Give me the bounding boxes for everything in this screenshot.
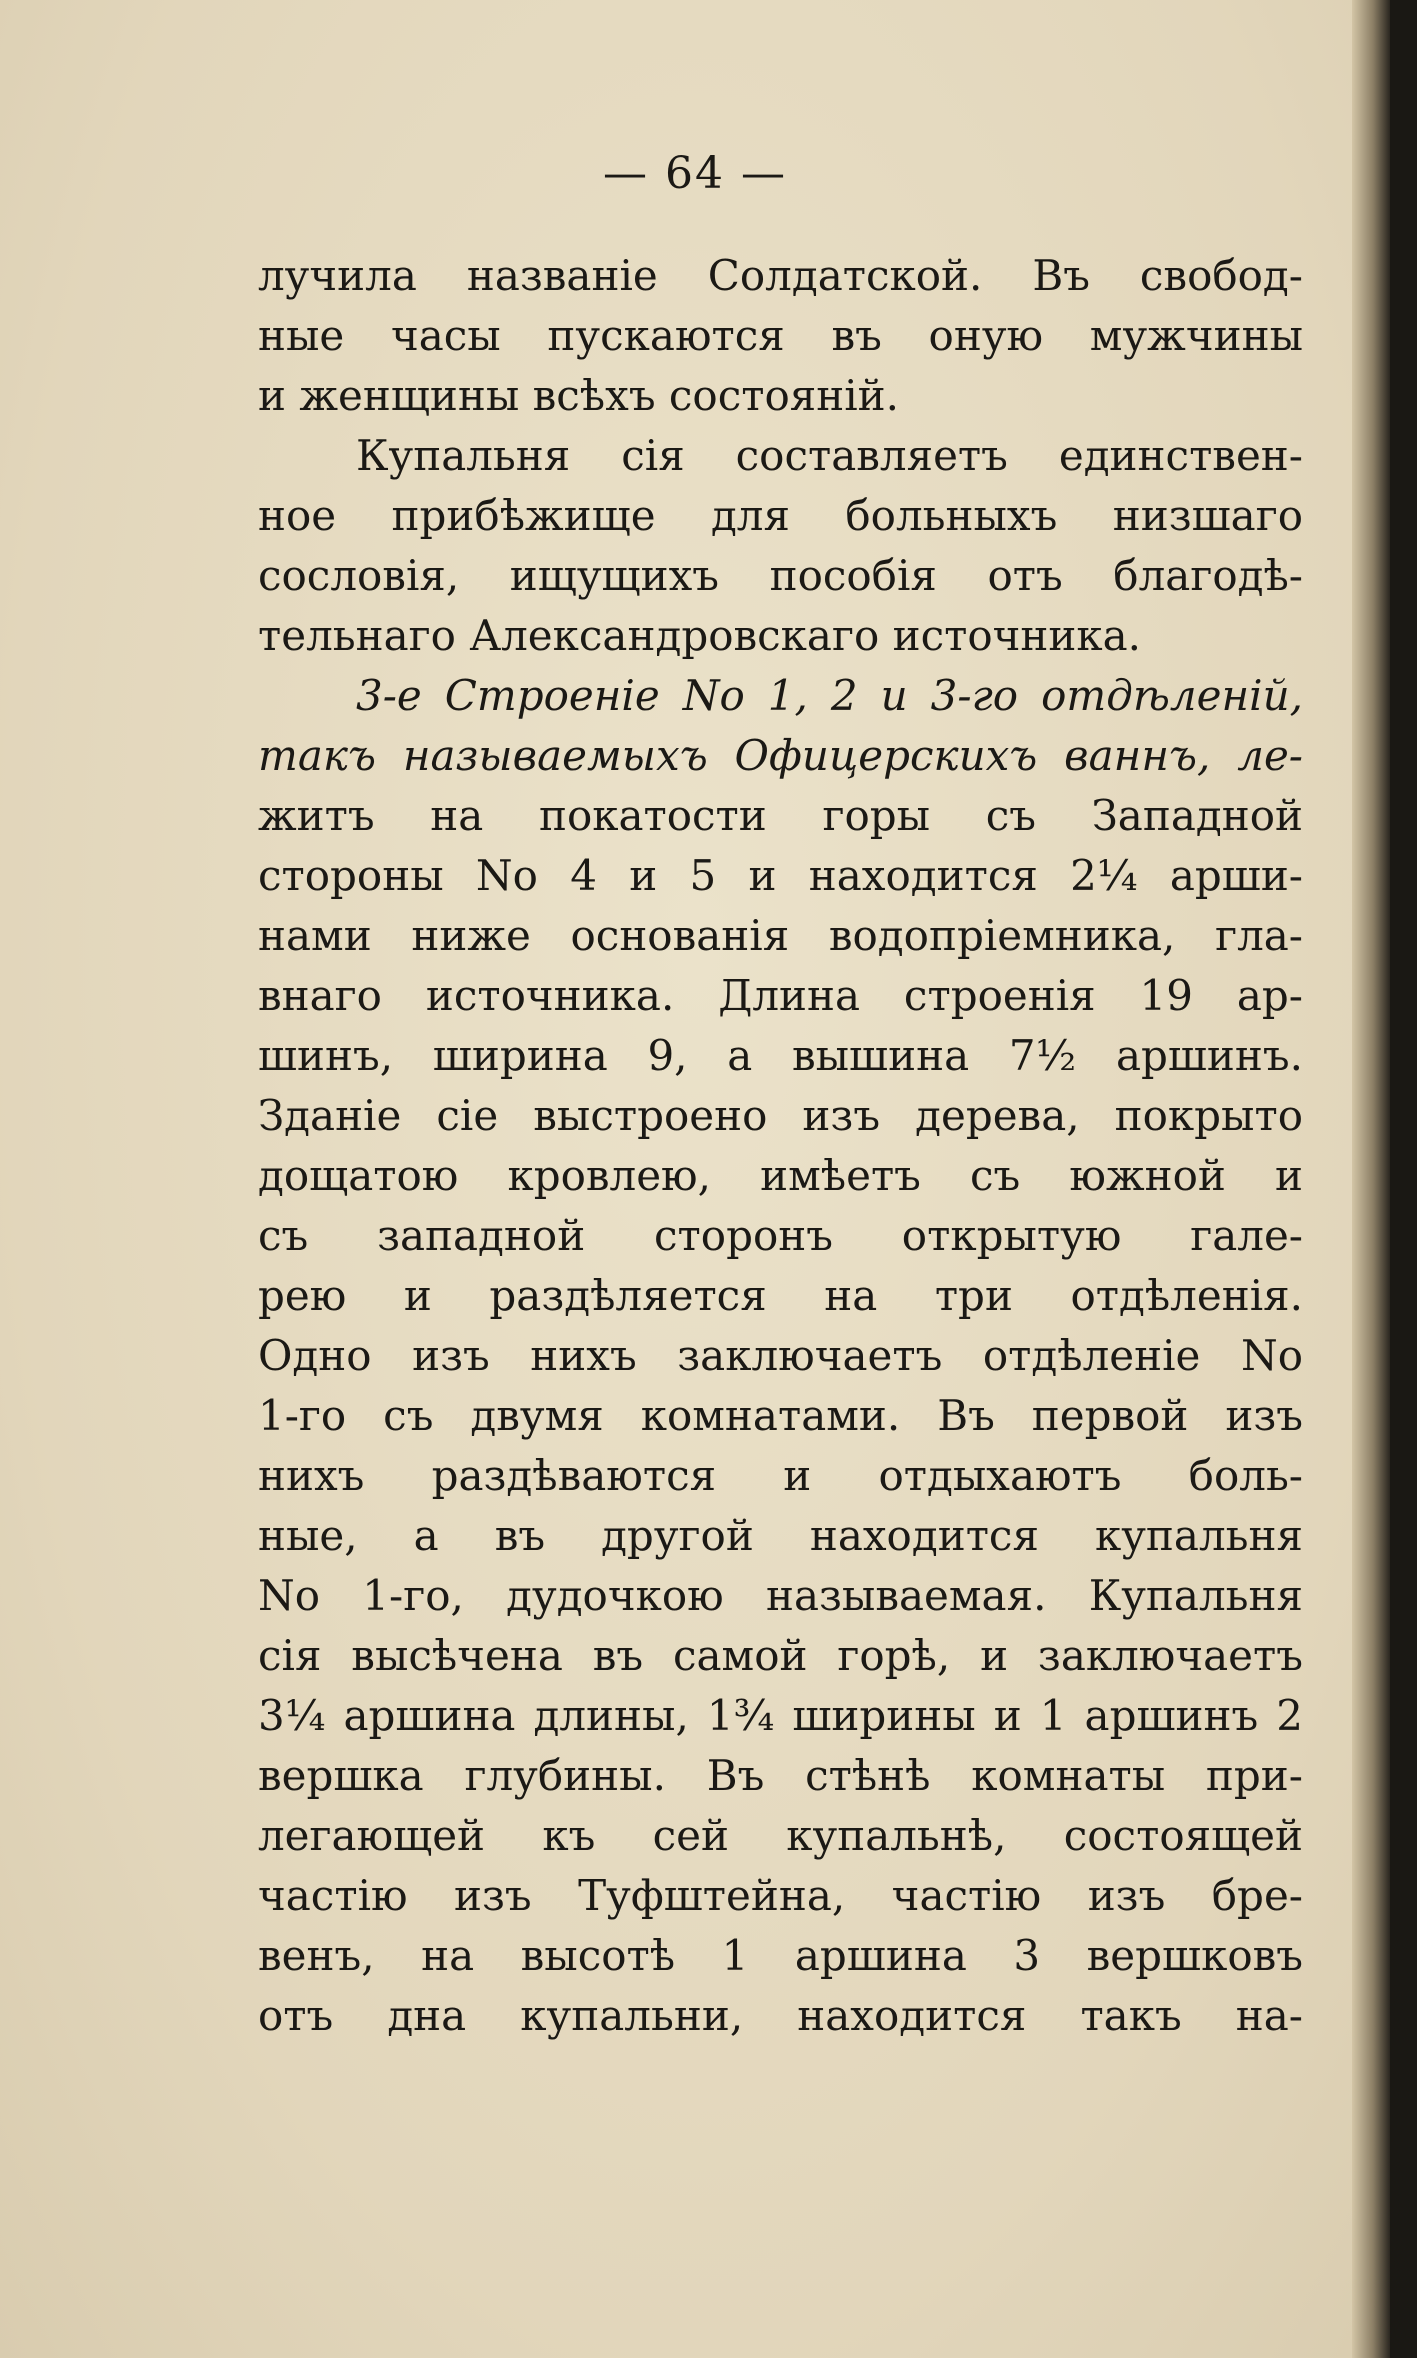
section-heading-line: 3-е Строеніе No 1, 2 и 3-го отдѣленій,: [356, 671, 1303, 720]
text-line: ное прибѣжище для больныхъ низшаго: [258, 491, 1303, 540]
text-line: съ западной сторонъ открытую гале-: [258, 1211, 1303, 1260]
text-line: венъ, на высотѣ 1 аршина 3 вершковъ: [258, 1931, 1303, 1980]
page-number: — 64 —: [603, 148, 787, 199]
text-line: 1-го съ двумя комнатами. Въ первой изъ: [258, 1391, 1303, 1440]
text-line: внаго источника. Длина строенія 19 ар-: [258, 971, 1303, 1020]
text-line: ные часы пускаются въ оную мужчины: [258, 311, 1303, 360]
text-line: Одно изъ нихъ заключаетъ отдѣленіе No: [258, 1331, 1303, 1380]
text-line: стороны No 4 и 5 и находится 2¼ арши-: [258, 851, 1303, 900]
text-line: и женщины всѣхъ состояній.: [258, 371, 900, 420]
text-line: шинъ, ширина 9, а вышина 7½ аршинъ.: [258, 1031, 1303, 1080]
text-line: частію изъ Туфштейна, частію изъ бре-: [258, 1871, 1303, 1920]
page-edge-shadow: [1352, 0, 1390, 2358]
text-line: Зданіе сіе выстроено изъ дерева, покрыто: [258, 1091, 1303, 1140]
text-line: 3¼ аршина длины, 1¾ ширины и 1 аршинъ 2: [258, 1691, 1303, 1740]
text-line: лучила названіе Солдатской. Въ свобод-: [258, 251, 1303, 300]
text-line: нихъ раздѣваются и отдыхаютъ боль-: [258, 1451, 1303, 1500]
text-line: нами ниже основанія водопріемника, гла-: [258, 911, 1303, 960]
text-line: рею и раздѣляется на три отдѣленія.: [258, 1271, 1303, 1320]
text-line: отъ дна купальни, находится такъ на-: [258, 1991, 1303, 2040]
text-line: No 1-го, дудочкою называемая. Купальня: [258, 1571, 1303, 1620]
text-line: житъ на покатости горы съ Западной: [258, 791, 1303, 840]
text-line: Купальня сія составляетъ единствен-: [356, 431, 1303, 480]
text-line: ные, а въ другой находится купальня: [258, 1511, 1303, 1560]
text-line: вершка глубины. Въ стѣнѣ комнаты при-: [258, 1751, 1303, 1800]
text-line: легающей къ сей купальнѣ, состоящей: [258, 1811, 1303, 1860]
text-line: дощатою кровлею, имѣетъ съ южной и: [258, 1151, 1303, 1200]
body-text: [258, 246, 1303, 2046]
text-line: тельнаго Александровскаго источника.: [258, 611, 1142, 660]
text-line: сія высѣчена въ самой горѣ, и заключаетъ: [258, 1631, 1303, 1680]
section-heading-line: такъ называемыхъ Офицерскихъ ваннъ, ле-: [258, 731, 1303, 780]
text-line: сословія, ищущихъ пособія отъ благодѣ-: [258, 551, 1303, 600]
